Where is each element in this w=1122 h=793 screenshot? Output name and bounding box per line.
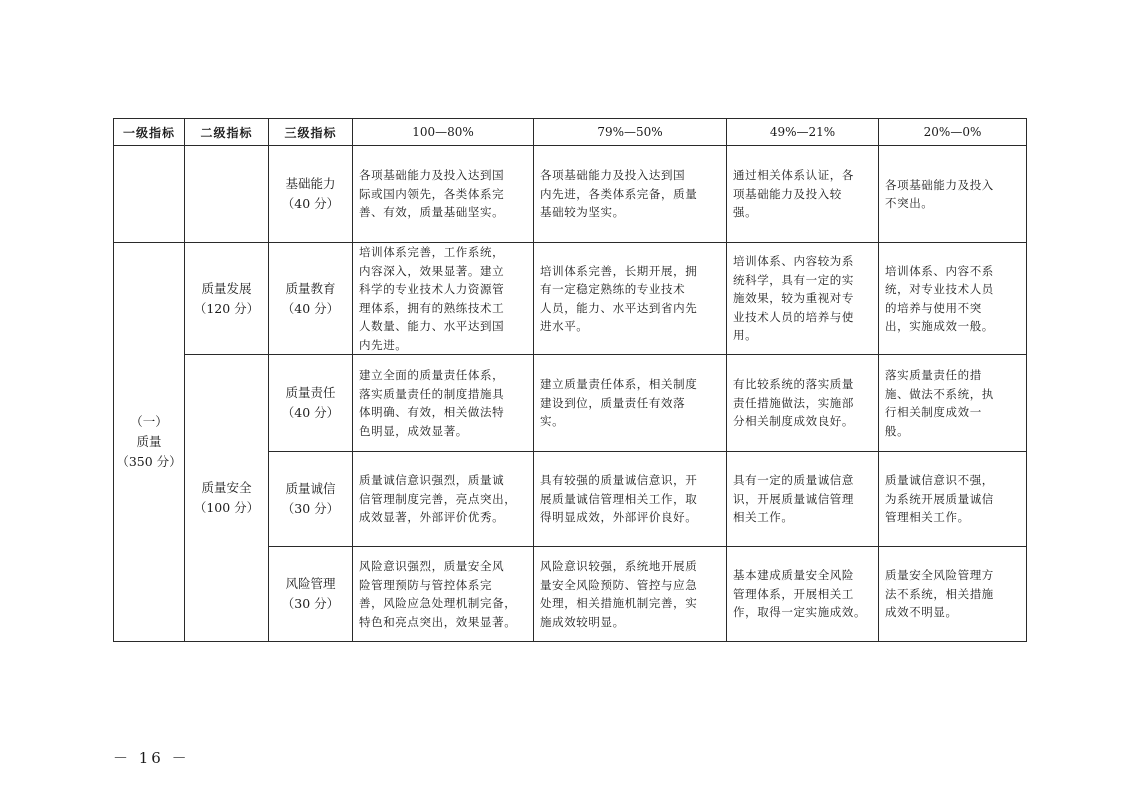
text-line: 施、做法不系统，执 <box>885 386 994 401</box>
text-line: 施成效较明显。 <box>540 614 625 629</box>
level3-score: （40 分） <box>281 300 340 316</box>
level3-name: 质量教育 <box>285 280 336 296</box>
text-line: 善，风险应急处理机制完备， <box>359 596 517 610</box>
text-line: 培训体系完善，长期开展，拥 <box>540 263 698 278</box>
criteria-cell <box>534 452 727 547</box>
criteria-cell <box>534 243 727 355</box>
text-line: 建设到位，质量责任有效落 <box>540 395 686 410</box>
text-line: 信管理制度完善，亮点突出， <box>359 491 517 506</box>
text-line: 进水平。 <box>540 319 589 333</box>
text-line: 成效显著，外部评价优秀。 <box>359 510 505 525</box>
text-line: 理体系，拥有的熟练技术工 <box>359 300 505 315</box>
text-line: 落实质量责任的制度措施具 <box>359 386 505 401</box>
level1-cell <box>114 243 185 642</box>
text-line: 科学的专业技术人力资源管 <box>359 282 505 296</box>
level3-name: 风险管理 <box>285 576 336 591</box>
text-line: 色明显，成效显著。 <box>359 423 468 438</box>
text-line: 管理相关工作。 <box>885 510 970 525</box>
level1-score: （350 分） <box>116 454 182 469</box>
criteria-cell <box>353 452 534 547</box>
text-line: 培训体系、内容不系 <box>885 263 994 278</box>
level3-cell <box>269 452 353 547</box>
text-line: 基本建成质量安全风险 <box>733 568 854 583</box>
level2-score: （100 分） <box>193 500 260 515</box>
text-line: 识，开展质量诚信管理 <box>733 491 854 506</box>
criteria-cell <box>534 355 727 452</box>
level2-cell <box>185 355 269 642</box>
level3-cell <box>269 547 353 642</box>
text-line: 基础较为坚实。 <box>540 205 625 220</box>
text-line: 管理体系，开展相关工 <box>733 586 854 601</box>
criteria-cell <box>727 355 879 452</box>
text-line: 相关工作。 <box>733 510 794 525</box>
level2-name: 质量发展 <box>201 280 252 296</box>
text-line: 法不系统，相关措施 <box>885 586 994 601</box>
text-line: 险管理预防与管控体系完 <box>359 577 493 592</box>
text-line: 处理，相关措施机制完善，实 <box>540 596 698 610</box>
level3-name: 质量诚信 <box>285 481 336 496</box>
criteria-cell <box>879 452 1027 547</box>
text-line: 质量诚信意识强烈，质量诚 <box>359 473 505 488</box>
text-line: 项基础能力及投入较 <box>733 186 842 201</box>
text-line: 培训体系、内容较为系 <box>733 254 854 269</box>
text-line: 施效果，较为重视对专 <box>733 291 854 306</box>
text-line: 际或国内领先，各类体系完 <box>359 186 505 201</box>
criteria-cell <box>879 547 1027 642</box>
header-level2: 二级指标 <box>185 119 269 146</box>
text-line: 各项基础能力及投入达到国 <box>359 168 505 183</box>
header-level3: 三级指标 <box>269 119 353 146</box>
criteria-cell <box>353 355 534 452</box>
level3-score: （40 分） <box>281 196 340 211</box>
text-line: 体明确、有效，相关做法特 <box>359 405 505 419</box>
text-line: 人数量、能力、水平达到国 <box>359 319 505 333</box>
table-row <box>114 146 1027 243</box>
header-range-100-80: 100—80% <box>353 119 534 146</box>
text-line: 强。 <box>733 205 758 220</box>
level3-name: 基础能力 <box>285 176 336 191</box>
level2-score: （120 分） <box>193 300 260 316</box>
criteria-cell <box>353 243 534 355</box>
text-line: 展质量诚信管理相关工作，取 <box>540 491 698 506</box>
text-line: 有比较系统的落实质量 <box>733 377 854 392</box>
table-row <box>114 243 1027 355</box>
level3-cell <box>269 243 353 355</box>
text-line: 风险意识较强，系统地开展质 <box>540 559 698 573</box>
level3-name: 质量责任 <box>285 385 336 400</box>
text-line: 行相关制度成效一 <box>885 405 982 419</box>
text-line: 量安全风险预防、管控与应急 <box>540 577 698 592</box>
text-line: 不突出。 <box>885 196 934 210</box>
criteria-cell <box>879 146 1027 243</box>
text-line: 各项基础能力及投入达到国 <box>540 168 686 183</box>
header-level1: 一级指标 <box>114 119 185 146</box>
text-line: 建立全面的质量责任体系， <box>359 368 505 382</box>
level1-sub: 质量 <box>136 434 162 449</box>
text-line: 有一定稳定熟练的专业技术 <box>540 282 686 296</box>
text-line: 的培养与使用不突 <box>885 300 982 315</box>
text-line: 出，实施成效一般。 <box>885 319 994 333</box>
text-line: 得明显成效，外部评价良好。 <box>540 510 698 525</box>
criteria-cell <box>727 243 879 355</box>
text-line: 落实质量责任的措 <box>885 368 982 382</box>
text-line: 作，取得一定实施成效。 <box>733 605 867 620</box>
criteria-cell <box>353 146 534 243</box>
text-line: 业技术人员的培养与使 <box>733 309 854 324</box>
text-line: 统科学，具有一定的实 <box>733 272 854 287</box>
text-line: 般。 <box>885 423 910 438</box>
text-line: 风险意识强烈，质量安全风 <box>359 559 505 573</box>
text-line: 人员，能力、水平达到省内先 <box>540 300 698 315</box>
level3-score: （30 分） <box>281 501 340 516</box>
level3-cell <box>269 146 353 243</box>
level3-cell <box>269 355 353 452</box>
text-line: 内先进，各类体系完备，质量 <box>540 186 698 201</box>
text-line: 用。 <box>733 328 758 343</box>
text-line: 分相关制度成效良好。 <box>733 414 854 429</box>
level2-name: 质量安全 <box>201 480 252 495</box>
header-range-79-50: 79%—50% <box>534 119 727 146</box>
evaluation-table <box>113 118 1027 642</box>
page-number: － 16 － <box>113 749 190 767</box>
header-range-49-21: 49%—21% <box>727 119 879 146</box>
text-line: 内先进。 <box>359 337 408 352</box>
header-range-20-0: 20%—0% <box>879 119 1027 146</box>
text-line: 内容深入，效果显著。建立 <box>359 263 505 278</box>
criteria-cell <box>727 452 879 547</box>
level3-score: （30 分） <box>281 596 340 611</box>
text-line: 质量诚信意识不强， <box>885 473 994 488</box>
text-line: 责任措施做法，实施部 <box>733 395 854 410</box>
criteria-cell <box>534 547 727 642</box>
text-line: 特色和亮点突出，效果显著。 <box>359 614 517 629</box>
level3-score: （40 分） <box>281 405 340 420</box>
table-row <box>114 355 1027 452</box>
criteria-cell <box>727 547 879 642</box>
criteria-cell <box>879 243 1027 355</box>
text-line: 质量安全风险管理方 <box>885 568 994 583</box>
text-line: 实。 <box>540 414 565 429</box>
criteria-cell <box>879 355 1027 452</box>
empty-cell <box>185 146 269 243</box>
header-row <box>114 119 1027 146</box>
text-line: 具有一定的质量诚信意 <box>733 473 854 488</box>
text-line: 建立质量责任体系，相关制度 <box>540 377 698 392</box>
text-line: 统，对专业技术人员 <box>885 282 994 296</box>
text-line: 通过相关体系认证，各 <box>733 168 854 183</box>
criteria-cell <box>534 146 727 243</box>
criteria-cell <box>353 547 534 642</box>
text-line: 成效不明显。 <box>885 605 958 620</box>
text-line: 善、有效，质量基础坚实。 <box>359 205 505 220</box>
text-line: 为系统开展质量诚信 <box>885 491 994 506</box>
text-line: 培训体系完善，工作系统， <box>359 245 505 259</box>
level1-name: （一） <box>130 414 168 429</box>
criteria-cell <box>727 146 879 243</box>
level2-cell <box>185 243 269 355</box>
empty-cell <box>114 146 185 243</box>
text-line: 各项基础能力及投入 <box>885 177 994 192</box>
text-line: 具有较强的质量诚信意识，开 <box>540 473 698 488</box>
